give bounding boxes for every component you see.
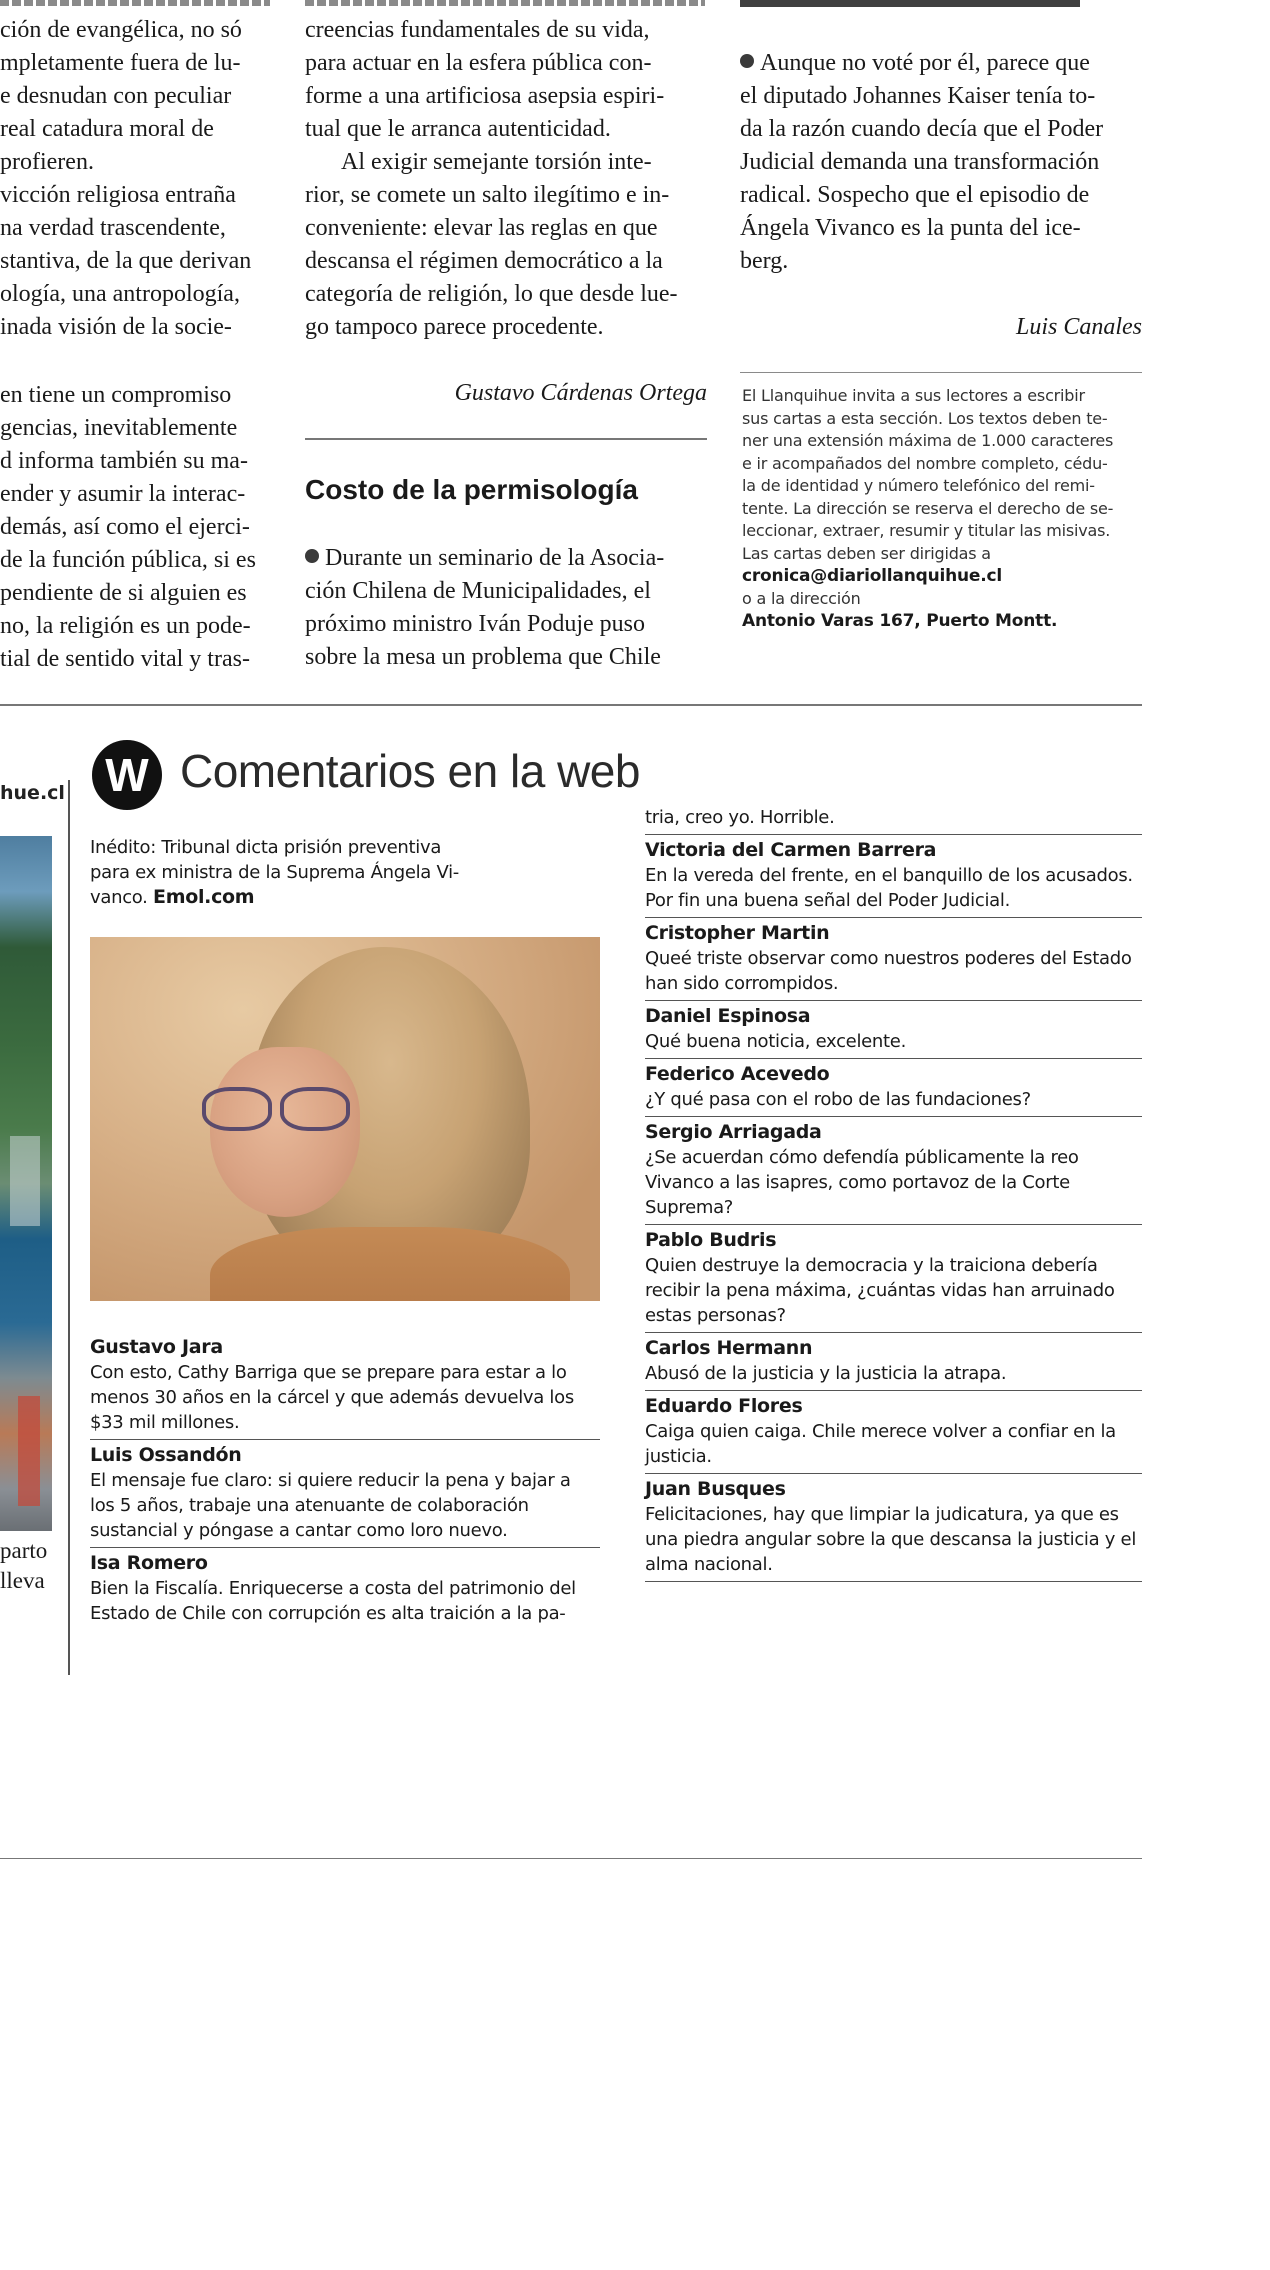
comment-text: Con esto, Cathy Barriga que se prepare para estar a lo menos 30 años en la cárcel y que además devuelva los $33 mil millones. <box>90 1362 574 1433</box>
comment-text: Quien destruye la democracia y la traiciona debería recibir la pena máxima, ¿cuántas vidas han arruinado estas personas? <box>645 1255 1115 1326</box>
comment-author: Gustavo Jara <box>90 1336 223 1358</box>
letter-divider-col2 <box>305 438 707 440</box>
web-headline-text: Inédito: Tribunal dicta prisión preventiva para ex ministra de la Suprema Ángela Vi- vanco. <box>90 837 459 908</box>
comment-text: ¿Se acuerdan cómo defendía públicamente la reo Vivanco a las isapres, como portavoz de la Corte Suprema? <box>645 1147 1079 1218</box>
cutoff-text-strip-col1 <box>0 0 270 6</box>
comment-author: Cristopher Martin <box>645 922 830 944</box>
comment-text: ¿Y qué pasa con el robo de las fundaciones? <box>645 1089 1031 1110</box>
info-box-divider <box>740 372 1142 373</box>
comment-text: Caiga quien caiga. Chile merece volver a confiar en la justicia. <box>645 1421 1116 1467</box>
comment-author: Eduardo Flores <box>645 1395 803 1417</box>
web-comments-left <box>90 1332 600 1626</box>
info-text: El Llanquihue invita a sus lectores a escribir sus cartas a esta sección. Los textos deben te- ner una extensión máxima de 1.000 caracteres e ir acompañados del nombre completo, cédu- la de identidad y número telefónico del remi- tente. La dirección se reserva el derecho de se- leccionar, extraer, resumir y titular las misivas. Las cartas deben ser dirigidas a <box>742 386 1114 563</box>
web-section-title: Comentarios en la web <box>180 745 640 797</box>
column-2-paragraph-2: Al exigir semejante torsión inte- rior, se comete un salto ilegítimo e in- conveniente: elevar las reglas en que descansa el régimen democrático a la categoría de religión, lo que desde lue- go tampoco parece procedente. <box>305 149 678 340</box>
comment-item <box>645 1333 1142 1391</box>
letter-vivanco-body: Aunque no voté por él, parece que el diputado Johannes Kaiser tenía to- da la razón cuando decía que el Poder Judicial demanda una transformación radical. Sospecho que el episodio de Ángela Vivanco es la punta del ice- berg. <box>740 50 1104 274</box>
comment-author: Pablo Budris <box>645 1229 777 1251</box>
column-1-paragraph-2: en tiene un compromiso gencias, inevitablemente d informa también su ma- ender y asumir la interac- demás, así como el ejerci- de la función pública, si es pendiente de si alguien es no, la religión es un pode- tial de sentido vital y tras- <box>0 382 256 672</box>
info-email[interactable]: cronica@diariollanquihue.cl <box>742 566 1003 586</box>
comment-author: Luis Ossandón <box>90 1444 242 1466</box>
comment-text: Felicitaciones, hay que limpiar la judicatura, ya que es una piedra angular sobre la que descansa la justicia y el alma nacional. <box>645 1504 1137 1575</box>
comment-author: Carlos Hermann <box>645 1337 813 1359</box>
comment-text: Abusó de la justicia y la justicia la atrapa. <box>645 1363 1007 1384</box>
comment-text: El mensaje fue claro: si quiere reducir la pena y bajar a los 5 años, trabaje una atenuante de colaboración sustancial y póngase a cantar como loro nuevo. <box>90 1470 571 1541</box>
comment-author: Isa Romero <box>90 1552 208 1574</box>
comment-item <box>645 1117 1142 1225</box>
bullet-icon <box>740 54 754 68</box>
section-separator-bottom <box>0 1858 1142 1859</box>
comment-author: Federico Acevedo <box>645 1063 830 1085</box>
comment-item <box>645 1225 1142 1333</box>
comment-item <box>90 1332 600 1440</box>
comment-text: Bien la Fiscalía. Enriquecerse a costa del patrimonio del Estado de Chile con corrupción es alta traición a la pa- <box>90 1578 576 1624</box>
comment-text: Qué buena noticia, excelente. <box>645 1031 906 1052</box>
comment-item <box>645 1001 1142 1059</box>
column-1-paragraph-1: ción de evangélica, no só mpletamente fuera de lu- e desnudan con peculiar real catadura moral de profieren. vicción religiosa entraña na verdad trascendente, stantiva, de la que derivan ología, una antropología, inada visión de la socie- <box>0 17 252 340</box>
letter-2-body: Durante un seminario de la Asocia- ción Chilena de Municipalidades, el próximo ministro Iván Poduje puso sobre la mesa un problema que Chile <box>305 545 665 670</box>
comment-author: Daniel Espinosa <box>645 1005 811 1027</box>
column-2-paragraph-1: creencias fundamentales de su vida, para actuar en la esfera pública con- forme a una artificiosa asepsia espiri- tual que le arranca autenticidad. <box>305 17 665 142</box>
left-strip-photo <box>0 836 52 1531</box>
cutoff-headline-strip-col3 <box>740 0 1080 8</box>
left-strip-vertical-rule <box>68 780 70 1675</box>
column-2 <box>305 14 707 344</box>
web-headline <box>90 835 600 910</box>
signature-luis-canales: Luis Canales <box>1015 314 1142 340</box>
comment-continuation: tria, creo yo. Horrible. <box>645 802 1142 835</box>
left-strip-caption: parto lleva <box>0 1538 48 1593</box>
info-address-intro: o a la dirección <box>742 588 861 608</box>
bullet-icon <box>305 549 319 563</box>
left-strip-site-label: hue.cl <box>0 782 65 804</box>
comment-item <box>90 1440 600 1548</box>
comment-author: Sergio Arriagada <box>645 1121 822 1143</box>
letter-title-costo-permisologia: Costo de la permisología <box>305 474 638 505</box>
comment-item <box>645 1059 1142 1117</box>
comment-text: En la vereda del frente, en el banquillo de los acusados. Por fin una buena señal del Poder Judicial. <box>645 865 1133 911</box>
column-3 <box>740 47 1142 278</box>
comment-item <box>645 1474 1142 1582</box>
comment-item <box>645 918 1142 1001</box>
letter-body-costo-permisologia <box>305 542 707 674</box>
web-section-w-icon: W <box>92 740 162 810</box>
section-separator-top <box>0 704 1142 706</box>
web-comments-right <box>645 802 1142 1582</box>
comment-item <box>645 835 1142 918</box>
signature-gustavo-cardenas: Gustavo Cárdenas Ortega <box>454 380 707 406</box>
comment-author: Juan Busques <box>645 1478 786 1500</box>
letters-info-box <box>742 385 1142 633</box>
comment-item <box>645 1391 1142 1474</box>
info-address: Antonio Varas 167, Puerto Montt. <box>742 611 1058 631</box>
column-1 <box>0 14 272 676</box>
comment-author: Victoria del Carmen Barrera <box>645 839 937 861</box>
comment-item <box>90 1548 600 1626</box>
cutoff-text-strip-col2 <box>305 0 705 6</box>
web-headline-source[interactable]: Emol.com <box>153 886 255 908</box>
news-photo-vivanco <box>90 937 600 1301</box>
comment-text: Queé triste observar como nuestros poderes del Estado han sido corrompidos. <box>645 948 1132 994</box>
